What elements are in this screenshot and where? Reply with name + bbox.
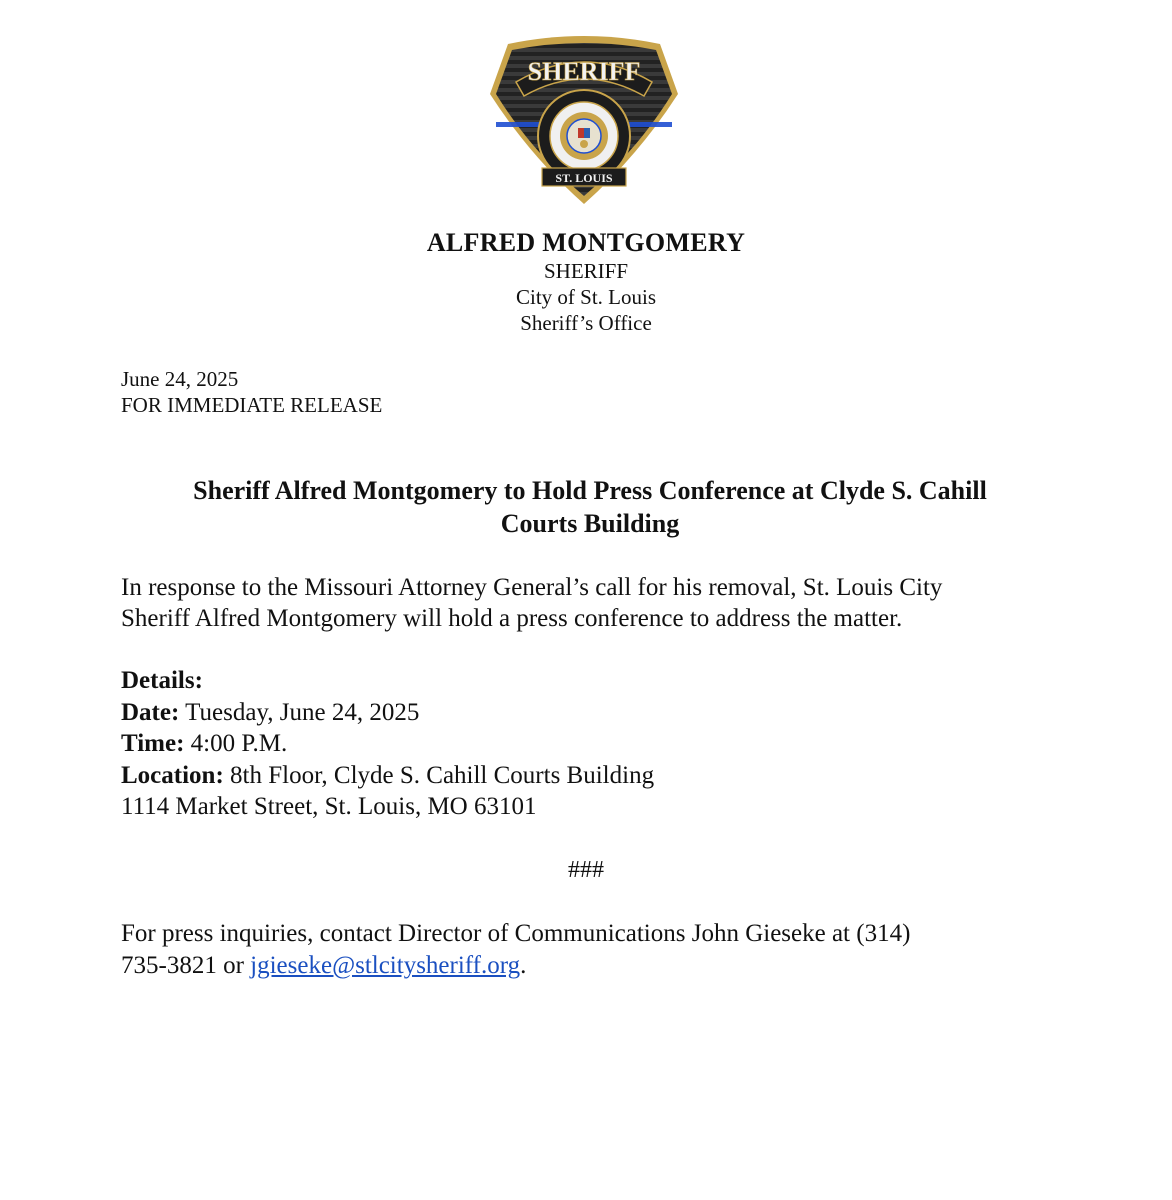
event-details xyxy=(121,665,654,823)
letterhead xyxy=(0,228,1172,336)
headline-line-1: Sheriff Alfred Montgomery to Hold Press Conference at Clyde S. Cahill xyxy=(193,476,987,505)
sheriff-title: SHERIFF xyxy=(543,259,629,283)
badge-st-louis-text: ST. LOUIS xyxy=(555,171,613,185)
details-location-label: Location: xyxy=(121,761,224,789)
details-date-value: Tuesday, June 24, 2025 xyxy=(179,698,420,726)
contact-phone: 735-3821 or xyxy=(121,952,251,979)
details-time-label: Time: xyxy=(121,730,185,757)
body-line-2: Sheriff Alfred Montgomery will hold a press conference to address the matter. xyxy=(121,605,903,632)
contact-period: . xyxy=(520,952,527,979)
sheriff-name: ALFRED MONTGOMERY xyxy=(426,228,746,257)
dateline xyxy=(121,366,382,418)
details-location-value: 8th Floor, Clyde S. Cahill Courts Building xyxy=(223,761,655,789)
contact-line-2 xyxy=(121,950,1041,982)
sheriff-badge-icon xyxy=(488,36,680,206)
details-location-row xyxy=(121,760,654,792)
details-time-row xyxy=(121,728,654,760)
details-date-row xyxy=(121,697,654,729)
badge-sheriff-text: SHERIFF xyxy=(527,57,641,86)
headline-line-2: Courts Building xyxy=(500,509,680,538)
sheriff-badge-logo xyxy=(488,36,680,206)
details-time-value: 4:00 P.M. xyxy=(184,730,288,757)
end-mark: ### xyxy=(568,857,604,883)
press-contact xyxy=(121,918,1041,982)
headline xyxy=(100,474,1080,540)
body-paragraph xyxy=(121,572,1061,634)
details-address: 1114 Market Street, St. Louis, MO 63101 xyxy=(121,793,537,820)
city-name: City of St. Louis xyxy=(515,285,657,309)
body-line-1: In response to the Missouri Attorney General’s call for his removal, St. Louis City xyxy=(121,574,943,601)
office-name: Sheriff’s Office xyxy=(520,311,652,335)
details-date-label: Date: xyxy=(121,698,180,726)
details-heading: Details: xyxy=(121,667,203,694)
release-status: FOR IMMEDIATE RELEASE xyxy=(121,393,383,417)
contact-line-1: For press inquiries, contact Director of Communications John Gieseke at (314) xyxy=(121,920,911,947)
contact-email-link[interactable]: jgieseke@stlcitysheriff.org xyxy=(250,952,521,979)
release-date: June 24, 2025 xyxy=(121,367,239,391)
